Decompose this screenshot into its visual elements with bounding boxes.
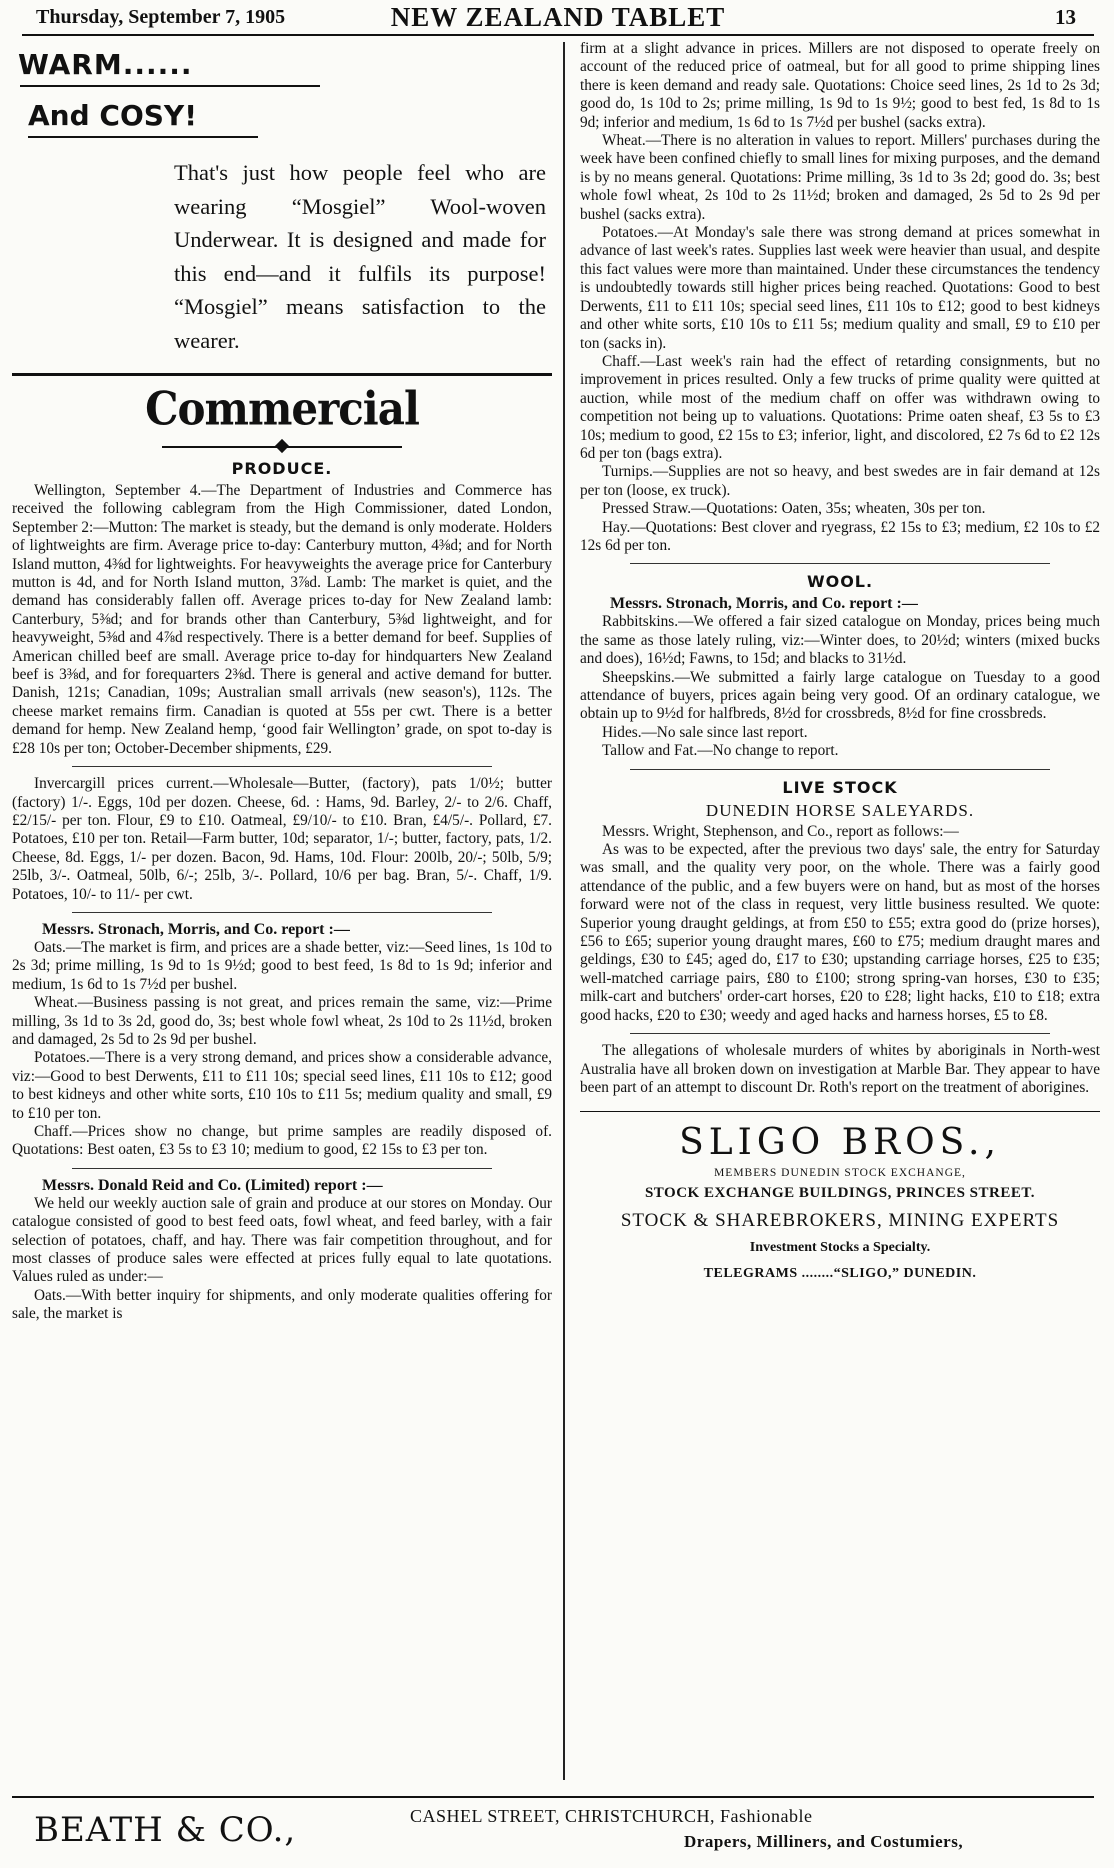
stronach-wheat: Wheat.—Business passing is not great, and prices remain the same, viz:—Prime milling, 3s 1d to 3s 2d, good do, 3s; best whole fowl wheat, 2s 10d to 2s 11½d, broken and damaged, 2s 5d to 2s 9d per bushel. [12,994,552,1048]
masthead [22,2,1094,36]
stronach-potatoes: Potatoes.—There is a very strong demand, and prices show a considerable advance, viz:—Good to best Derwents, £11 to £11 10s; special seed lines, £11 10s to £12; good to best kidneys and other white sorts, £10 10s to £11 5s; medium quality and small, £9 to £10 per ton. [12,1049,552,1122]
section-separator [630,1033,1050,1034]
sligo-specialty: Investment Stocks a Specialty. [749,1240,931,1256]
livestock-heading: LIVE STOCK [782,777,898,797]
ad-warm-headline: WARM...... [18,48,193,81]
section-rule [12,373,552,376]
reid-oats: Oats.—With better inquiry for shipments, and only moderate qualities offering for sale, the market is [12,1286,552,1323]
invercargill-prices: Invercargill prices current.—Wholesale—Butter, (factory), pats 1/0½; butter (factory) 1/-. Eggs, 10d per dozen. Cheese, 6d. : Hams, 9d. Barley, 2/- to 2/6. Chaff, £2/15/- per ton. Flour, £9 to £10. Oatmeal, £9/10/- to £10. Bran, £4/5/-. Pollard, £7. Potatoes, £10 per ton. Retail—Farm butter, 10d; separator, 1/-; butter, factory, pats, 1/2. Cheese, 8d. Eggs, 1/- per dozen. Bacon, 9d. Hams, 10d. Flour: 200lb, 20/-; 50lb, 5/9; 25lb, 3/-. Oatmeal, 50lb, 6/-; 25lb, 3/-. Pollard, 10/6 per bag. Bran, 5/-. Chaff, 1/9. Potatoes, 10/- to 11/- per cwt. [12,775,552,903]
potatoes-report: Potatoes.—At Monday's sale there was strong demand at prices somewhat in advance of last week's rates. Supplies last week were heavier than usual, and despite this fact values were more than maintained. Under these circumstances the tendency is undoubtedly towards still higher prices being reached. Quotations: Good to best Derwents, £11 to £11 10s; special seed lines, £11 10s to £12; good to best kidneys and other white sorts, £10 10s to £11 5s; medium quality and small, £9 to £10 per ton (sacks in). [580,224,1100,352]
ad-warm-underline [20,85,320,87]
right-column [580,40,1100,1292]
sligo-experts: STOCK & SHAREBROKERS, MINING EXPERTS [620,1210,1060,1232]
beath-address: CASHEL STREET, CHRISTCHURCH, Fashionable [410,1806,813,1826]
beath-advert [12,1796,1094,1862]
ad-cosy-headline: And COSY! [28,99,197,132]
beath-name: BEATH & CO., [34,1810,297,1850]
sheepskins-report: Sheepskins.—We submitted a fairly large catalogue on Tuesday to a good attendance of buyers, prices again being very good. Of an ordinary catalogue, we obtain up to 9½d for halfbreds, 8½d for crossbreds, 8½d for fine crossbreds. [580,668,1100,723]
beath-trade: Drapers, Milliners, and Costumiers, [684,1832,964,1851]
issue-date: Thursday, September 7, 1905 [36,6,286,28]
wool-report-heading: Messrs. Stronach, Morris, and Co. report :— [610,595,918,613]
chaff-report: Chaff.—Last week's rain had the effect of retarding consignments, but no improvement in prices resulted. Only a few trucks of prime quality were quitted at auction, while most of the medium chaff on offer was withdrawn owing to competition not being up to valuations. Quotations: Prime oaten sheaf, £3 5s to £3 10s; medium to good, £2 15s to £3; inferior, light, and discolored, £2 7s 6d to £2 12s 6d per ton (bags extra). [580,352,1100,462]
sligo-telegrams: TELEGRAMS ........“SLIGO,” DUNEDIN. [703,1266,977,1282]
stronach-oats: Oats.—The market is firm, and prices are a shade better, viz:—Seed lines, 1s 10d to 2s 3d; prime milling, 1s 9d to 1s 9½d; good to best feed, 1s 8d to 1s 9d; inferior and medium, 1s 6d to 1s 7½d per bushel. [12,938,552,993]
produce-heading: PRODUCE. [231,459,333,478]
sligo-members: MEMBERS DUNEDIN STOCK EXCHANGE, [714,1167,966,1180]
straw-report: Pressed Straw.—Quotations: Oaten, 35s; wheaten, 30s per ton. [602,500,986,518]
livestock-intro: Messrs. Wright, Stephenson, and Co., report as follows:— [602,822,959,840]
turnips-report: Turnips.—Supplies are not so heavy, and best swedes are in fair demand at 12s per ton (loose, ex truck). [580,463,1100,499]
column-divider [563,42,565,1780]
page-number: 13 [1055,5,1076,29]
allegations-paragraph: The allegations of wholesale murders of whites by aboriginals in North-west Australia have all broken down on investigation at Marble Bar. They appear to have been part of an attempt to discount Dr. Roth's report on the treatment of aborigines. [580,1042,1100,1096]
tallow-report: Tallow and Fat.—No change to report. [602,742,839,760]
section-separator [630,769,1050,770]
sligo-bros-name: SLIGO BROS., [679,1122,1001,1164]
saleyards-heading: DUNEDIN HORSE SALEYARDS. [705,800,975,820]
sligo-top-rule [580,1111,1100,1112]
reid-auction: We held our weekly auction sale of grain and produce at our stores on Monday. Our catalogue consisted of good to best feed oats, fowl wheat, and feed barley, with a fair selection of potatoes, chaff, and hay. There was fair competition throughout, and for most classes of produce sales were effected at prices fully equal to late quotations. Values ruled as under:— [12,1194,552,1286]
wool-heading: WOOL. [806,572,874,592]
reid-report-heading: Messrs. Donald Reid and Co. (Limited) report :— [42,1176,383,1194]
section-separator [72,912,492,913]
section-separator [72,766,492,767]
rabbitskins-report: Rabbitskins.—We offered a fair sized catalogue on Monday, prices being much the same as those lately ruling, viz:—Winter does, to 20½d; winters (mixed bucks and does), 16½d; Fawns, to 15d; and blacks to 31½d. [580,613,1100,668]
ornament-divider [12,441,552,453]
paper-title: NEW ZEALAND TABLET [390,2,726,32]
stronach-chaff: Chaff.—Prices show no change, but prime samples are readily disposed of. Quotations: Best oaten, £3 5s to £3 10; medium to good, £2 15s to £3 per ton. [12,1123,552,1159]
section-separator [630,563,1050,564]
diamond-icon [275,439,289,453]
left-column [12,40,552,1324]
stronach-report-heading: Messrs. Stronach, Morris, and Co. report :— [42,920,350,938]
hay-report: Hay.—Quotations: Best clover and ryegrass, £2 15s to £3; medium, £2 10s to £2 12s 6d per ton. [580,518,1100,554]
ad-cosy-underline [28,136,258,138]
oats-continued: firm at a slight advance in prices. Millers are not disposed to operate freely on account of the reduced price of oatmeal, but for all good to prime shipping lines there is keen demand and ready sale. Quotations: Choice seed lines, 2s 1d to 2s 3d; good do, 1s 10d to 2s; prime milling, 1s 9d to 1s 9½; good to best fed, 1s 8d to 1s 9d; inferior and medium, 1s 6d to 1s 7½d per bushel (sacks extra). [580,40,1100,131]
produce-cablegram: Wellington, September 4.—The Department of Industries and Commerce has received the following cablegram from the High Commissioner, dated London, September 2:—Mutton: The market is steady, but the demand is only moderate. Holders of lightweights are firm. Average price to-day: Canterbury mutton, 4⅜d; and for North Island mutton, 4⅜d for lightweights. For heavyweights the average price for Canterbury mutton is 4d, and for North Island mutton, 3⅞d. Lamb: The market is quiet, and the demand has considerably fallen off. Average prices to-day for New Zealand lamb: Canterbury, 5⅜d; and for brands other than Canterbury, 5⅜d lightweight, and for heavyweight, 5⅜d and 4⅞d respectively. There is a better demand for beef. Supplies of American chilled beef are small. Average price to-day for hindquarters New Zealand beef is 3⅜d, and for forequarters 2⅜d. There is general and active demand for butter. Danish, 121s; Canadian, 109s; Australian small arrivals (new season's), 112s. The cheese market remains firm. Canadian is quoted at 55s per cwt. There is a better demand for hemp. New Zealand hemp, ‘good fair Wellington’ grade, on spot to-day is £28 10s per ton; October-December shipments, £29. [12,482,552,757]
sligo-address: STOCK EXCHANGE BUILDINGS, PRINCES STREET. [644,1185,1036,1202]
commercial-heading: Commercial [145,381,419,436]
hides-report: Hides.—No sale since last report. [602,723,808,741]
section-separator [72,1168,492,1169]
livestock-report: As was to be expected, after the previous two days' sale, the entry for Saturday was small, and the quality very poor, on the whole. There was a fairly good attendance of the public, and a few buyers were on hand, but as most of the horses forward were not of the class in request, very little business resulted. We quote: Superior young draught geldings, at from £50 to £55; extra good do (prize horses), £56 to £65; superior young draught mares, £60 to £75; medium draught mares and geldings, £30 to £45; aged do, £17 to £30; upstanding carriage horses, £25 to £35; well-matched carriage pairs, £80 to £100; strong spring-van horses, £30 to £35; milk-cart and butchers' order-cart horses, £20 to £28; light hacks, £10 to £18; extra good hacks, £20 to £30; weedy and aged hacks and harness horses, £5 to £8. [580,841,1100,1024]
mosgiel-ad-text: That's just how people feel who are wearing “Mosgiel” Wool-woven Underwear. It is designed and made for this end—and it fulfils its purpose! “Mosgiel” means satisfaction to the wearer. [174,160,546,353]
wheat-report: Wheat.—There is no alteration in values to report. Millers' purchases during the week have been confined chiefly to small lines for mixing purposes, and the demand is by no means general. Quotations: Prime milling, 3s 1d to 3s 2d; good do. 3s; best whole fowl wheat, 2s 10d to 2s 11½d; broken and damaged, 2s 5d to 2s 9d per bushel (sacks extra). [580,132,1100,223]
